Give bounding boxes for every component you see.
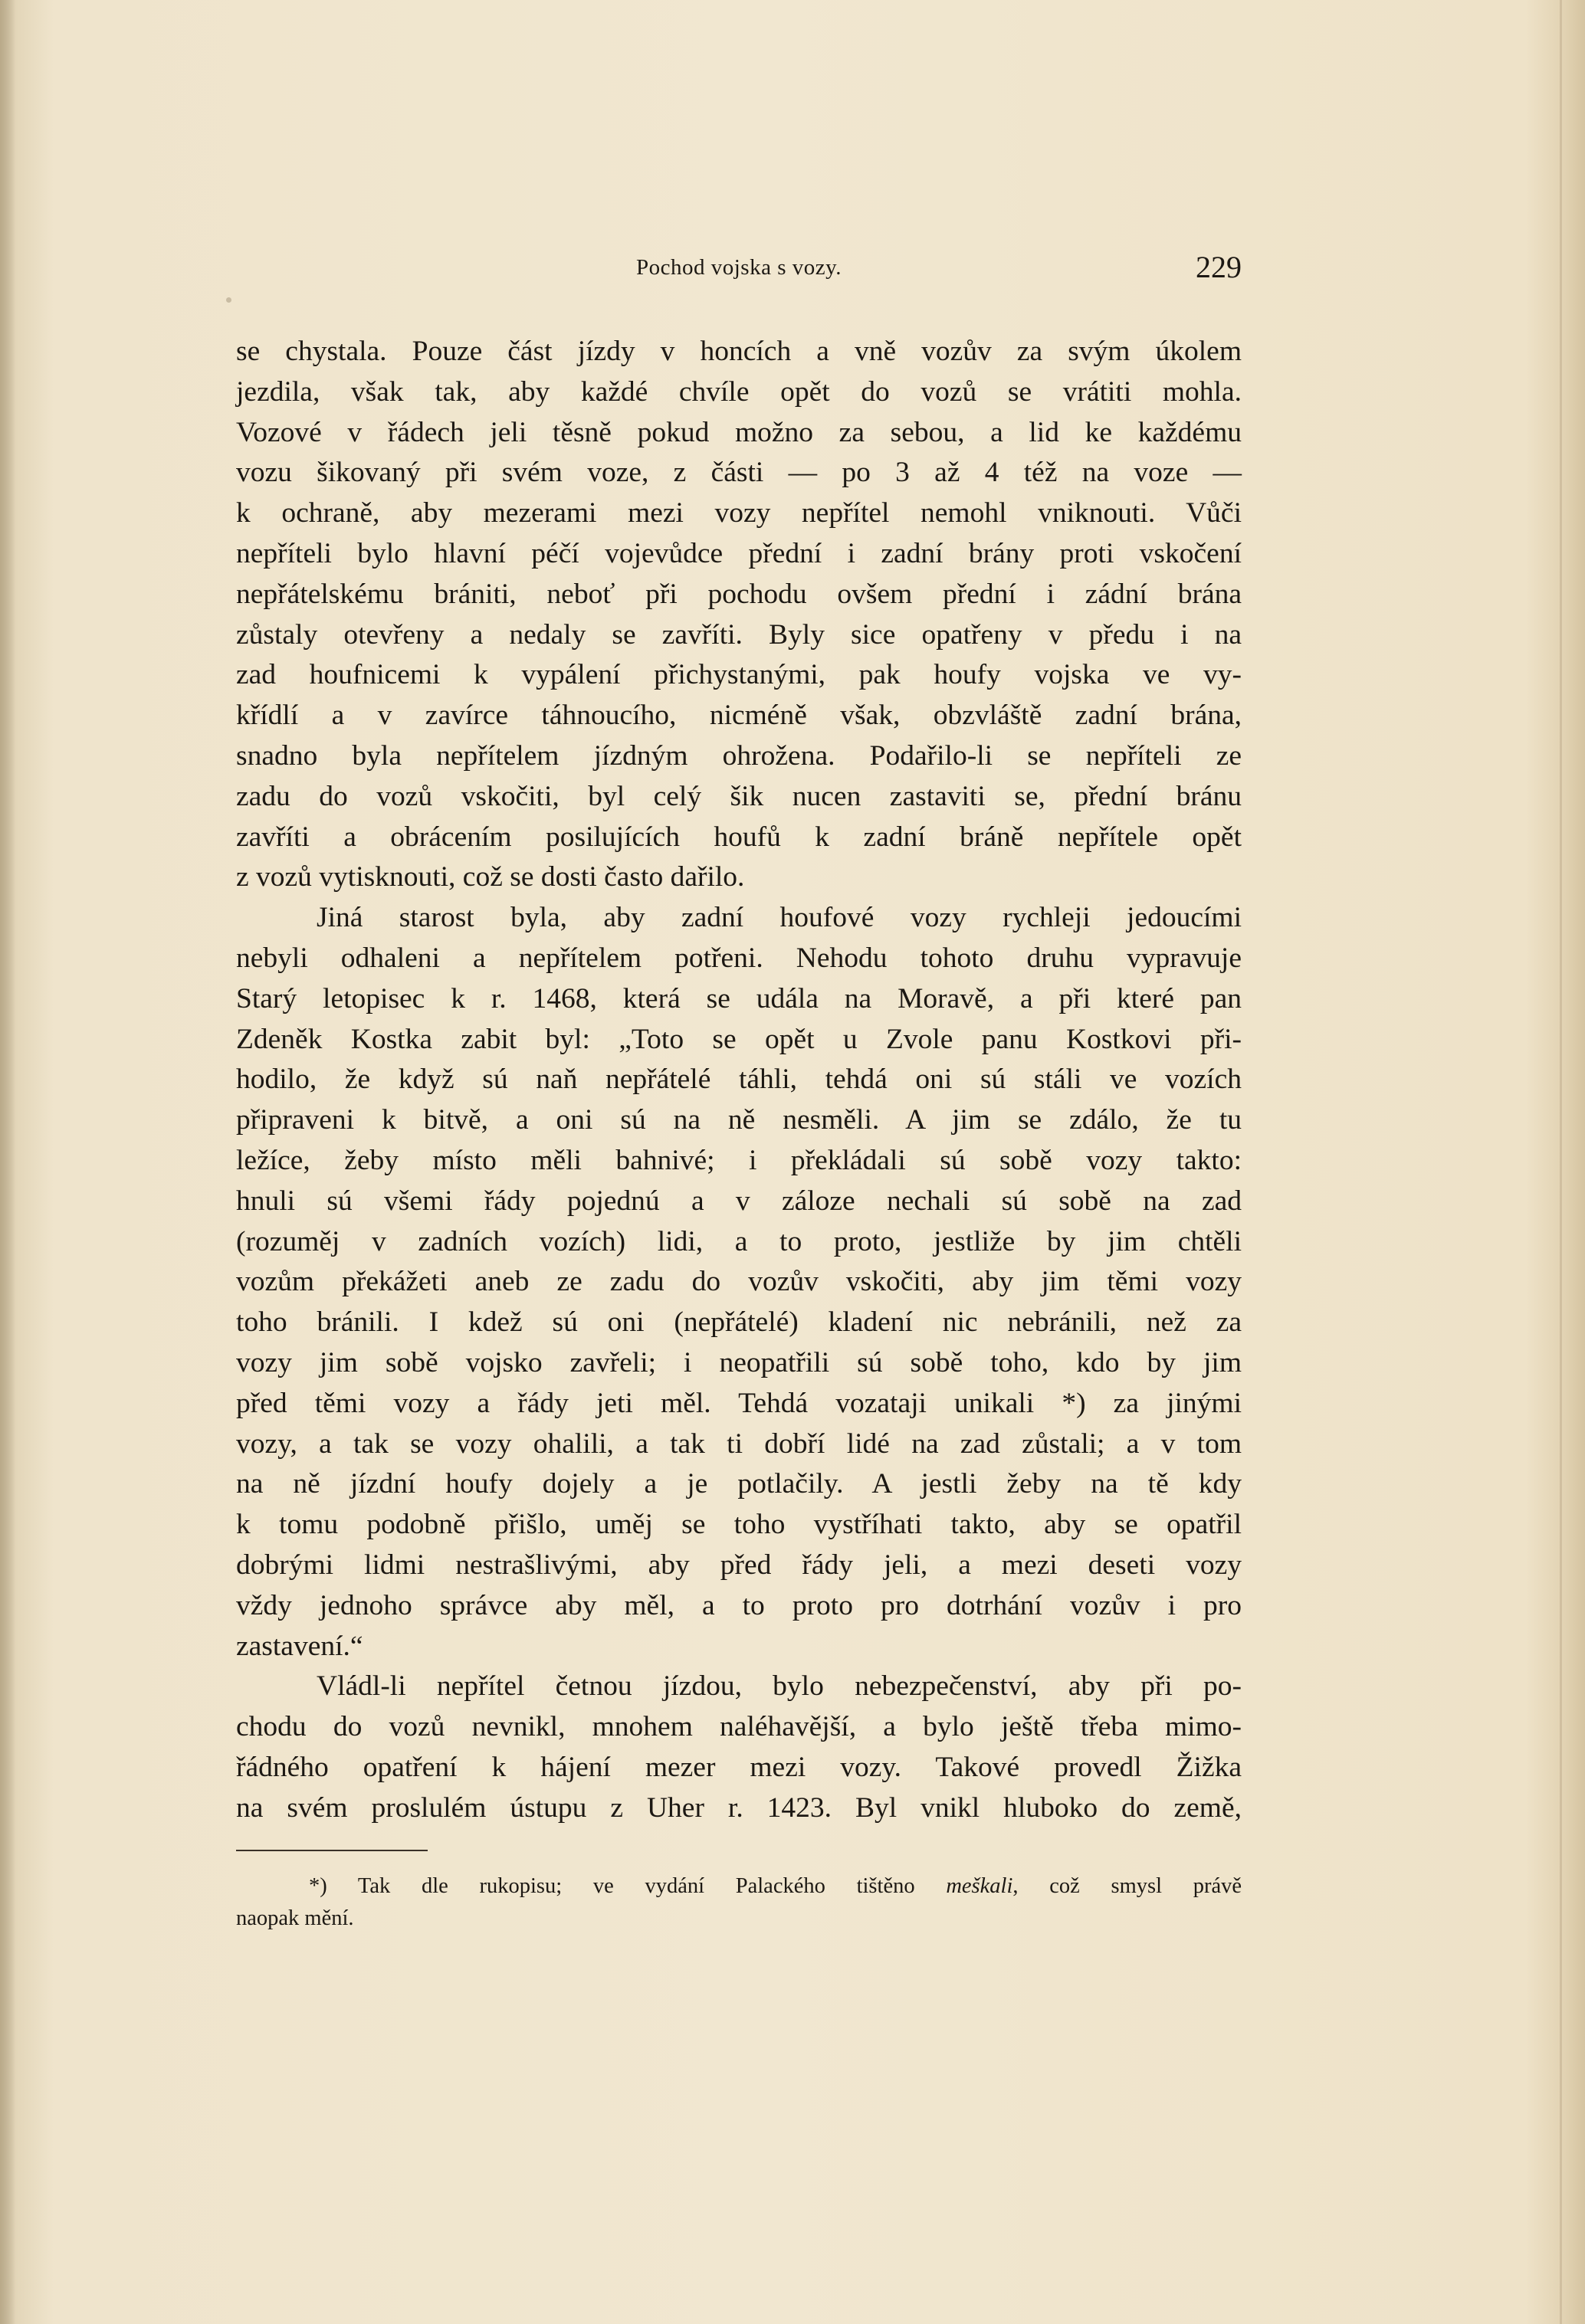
page-edge: [1560, 0, 1562, 2324]
body-line: vozy, a tak se vozy ohalili, a tak ti dobří lidé na zad zůstali; a v tom: [236, 1428, 1242, 1460]
body-line: zavříti a obrácením posilujících houfů k zadní bráně nepřítele opět: [236, 821, 1242, 853]
body-line: před těmi vozy a řády jeti měl. Tehdá vozataji unikali *) za jinými: [236, 1387, 1242, 1419]
footnote-text: *) Tak dle rukopisu; ve vydání Palackého tištěno: [309, 1874, 947, 1898]
body-line: toho bránili. I kdež sú oni (nepřátelé) kladení nic nebránili, než za: [236, 1306, 1242, 1339]
body-line: Zdeněk Kostka zabit byl: „Toto se opět u Zvole panu Kostkovi při-: [236, 1023, 1242, 1055]
footnote: [236, 1870, 1242, 1935]
body-line: křídlí a v zavírce táhnoucího, nicméně však, obzvláště zadní brána,: [236, 700, 1242, 732]
body-line: vozy jim sobě vojsko zavřeli; i neopatřili sú sobě toho, kdo by jim: [236, 1346, 1242, 1378]
paragraph-end-line: zastavení.“: [236, 1630, 363, 1662]
body-line: zadu do vozů vskočiti, byl celý šik nucen zastaviti se, přední bránu: [236, 780, 1242, 812]
body-line: Vozové v řádech jeli těsně pokud možno za sebou, a lid ke každému: [236, 416, 1242, 448]
body-line: zůstaly otevřeny a nedaly se zavříti. Byly sice opatřeny v předu i na: [236, 618, 1242, 651]
footnote-rule: [236, 1850, 428, 1851]
body-text: [236, 332, 1242, 1828]
body-line: na ně jízdní houfy dojely a je potlačily. A jestli žeby na tě kdy: [236, 1468, 1242, 1500]
body-line: nebyli odhaleni a nepřítelem potřeni. Nehodu tohoto druhu vypravuje: [236, 942, 1242, 974]
body-line: zad houfnicemi k vypálení přichystanými, pak houfy vojska ve vy-: [236, 659, 1242, 691]
body-line: ležíce, žeby místo měli bahnivé; i překládali sú sobě vozy takto:: [236, 1144, 1242, 1176]
footnote-line: naopak mění.: [236, 1906, 354, 1930]
body-line: vždy jednoho správce aby měl, a to proto pro dotrhání vozův i pro: [236, 1589, 1242, 1621]
footnote-text: , což smysl právě: [1012, 1874, 1242, 1898]
body-line: vozu šikovaný při svém voze, z části — po 3 až 4 též na voze —: [236, 457, 1242, 489]
body-line: nepříteli bylo hlavní péčí vojevůdce přední i zadní brány proti vskočení: [236, 537, 1242, 569]
body-line: hodilo, že když sú naň nepřátelé táhli, tehdá oni sú stáli ve vozích: [236, 1064, 1242, 1096]
body-line: dobrými lidmi nestrašlivými, aby před řády jeli, a mezi deseti vozy: [236, 1549, 1242, 1581]
body-line: k tomu podobně přišlo, uměj se toho vystříhati takto, aby se opatřil: [236, 1509, 1242, 1541]
running-head: [236, 249, 1242, 295]
paragraph-start-line: Vládl-li nepřítel četnou jízdou, bylo nebezpečenství, aby při po-: [317, 1670, 1242, 1703]
body-line: připraveni k bitvě, a oni sú na ně nesměli. A jim se zdálo, že tu: [236, 1104, 1242, 1136]
spine-shadow: [0, 0, 15, 2324]
body-line: vozům překážeti aneb ze zadu do vozův vskočiti, aby jim těmi vozy: [236, 1266, 1242, 1298]
body-line: Starý letopisec k r. 1468, která se udála na Moravě, a při které pan: [236, 982, 1242, 1014]
paper-speck: [226, 297, 231, 303]
body-line: k ochraně, aby mezerami mezi vozy nepřítel nemohl vniknouti. Vůči: [236, 497, 1242, 529]
paragraph-start-line: Jiná starost byla, aby zadní houfové vozy rychleji jedoucími: [317, 902, 1242, 934]
footnote-italic-word: meškali: [946, 1874, 1013, 1898]
body-line: chodu do vozů nevnikl, mnohem naléhavější, a bylo ještě třeba mimo-: [236, 1711, 1242, 1743]
body-line: hnuli sú všemi řády pojednú a v záloze nechali sú sobě na zad: [236, 1185, 1242, 1217]
body-line: snadno byla nepřítelem jízdným ohrožena. Podařilo-li se nepříteli ze: [236, 739, 1242, 772]
body-line: jezdila, však tak, aby každé chvíle opět do vozů se vrátiti mohla.: [236, 375, 1242, 408]
body-line: na svém proslulém ústupu z Uher r. 1423. Byl vnikl hluboko do země,: [236, 1791, 1242, 1824]
running-title: Pochod vojska s vozy.: [636, 255, 842, 280]
paragraph-end-line: z vozů vytisknouti, což se dosti často dařilo.: [236, 861, 745, 893]
body-line: (rozuměj v zadních vozích) lidi, a to proto, jestliže by jim chtěli: [236, 1225, 1242, 1257]
body-line: se chystala. Pouze část jízdy v honcích a vně vozův za svým úkolem: [236, 336, 1242, 367]
body-line: nepřátelskému brániti, neboť při pochodu ovšem přední i zádní brána: [236, 578, 1242, 610]
page-number: 229: [1196, 250, 1242, 284]
body-line: řádného opatření k hájení mezer mezi vozy. Takové provedl Žižka: [236, 1751, 1242, 1783]
footnote-line: [236, 1870, 1242, 1903]
